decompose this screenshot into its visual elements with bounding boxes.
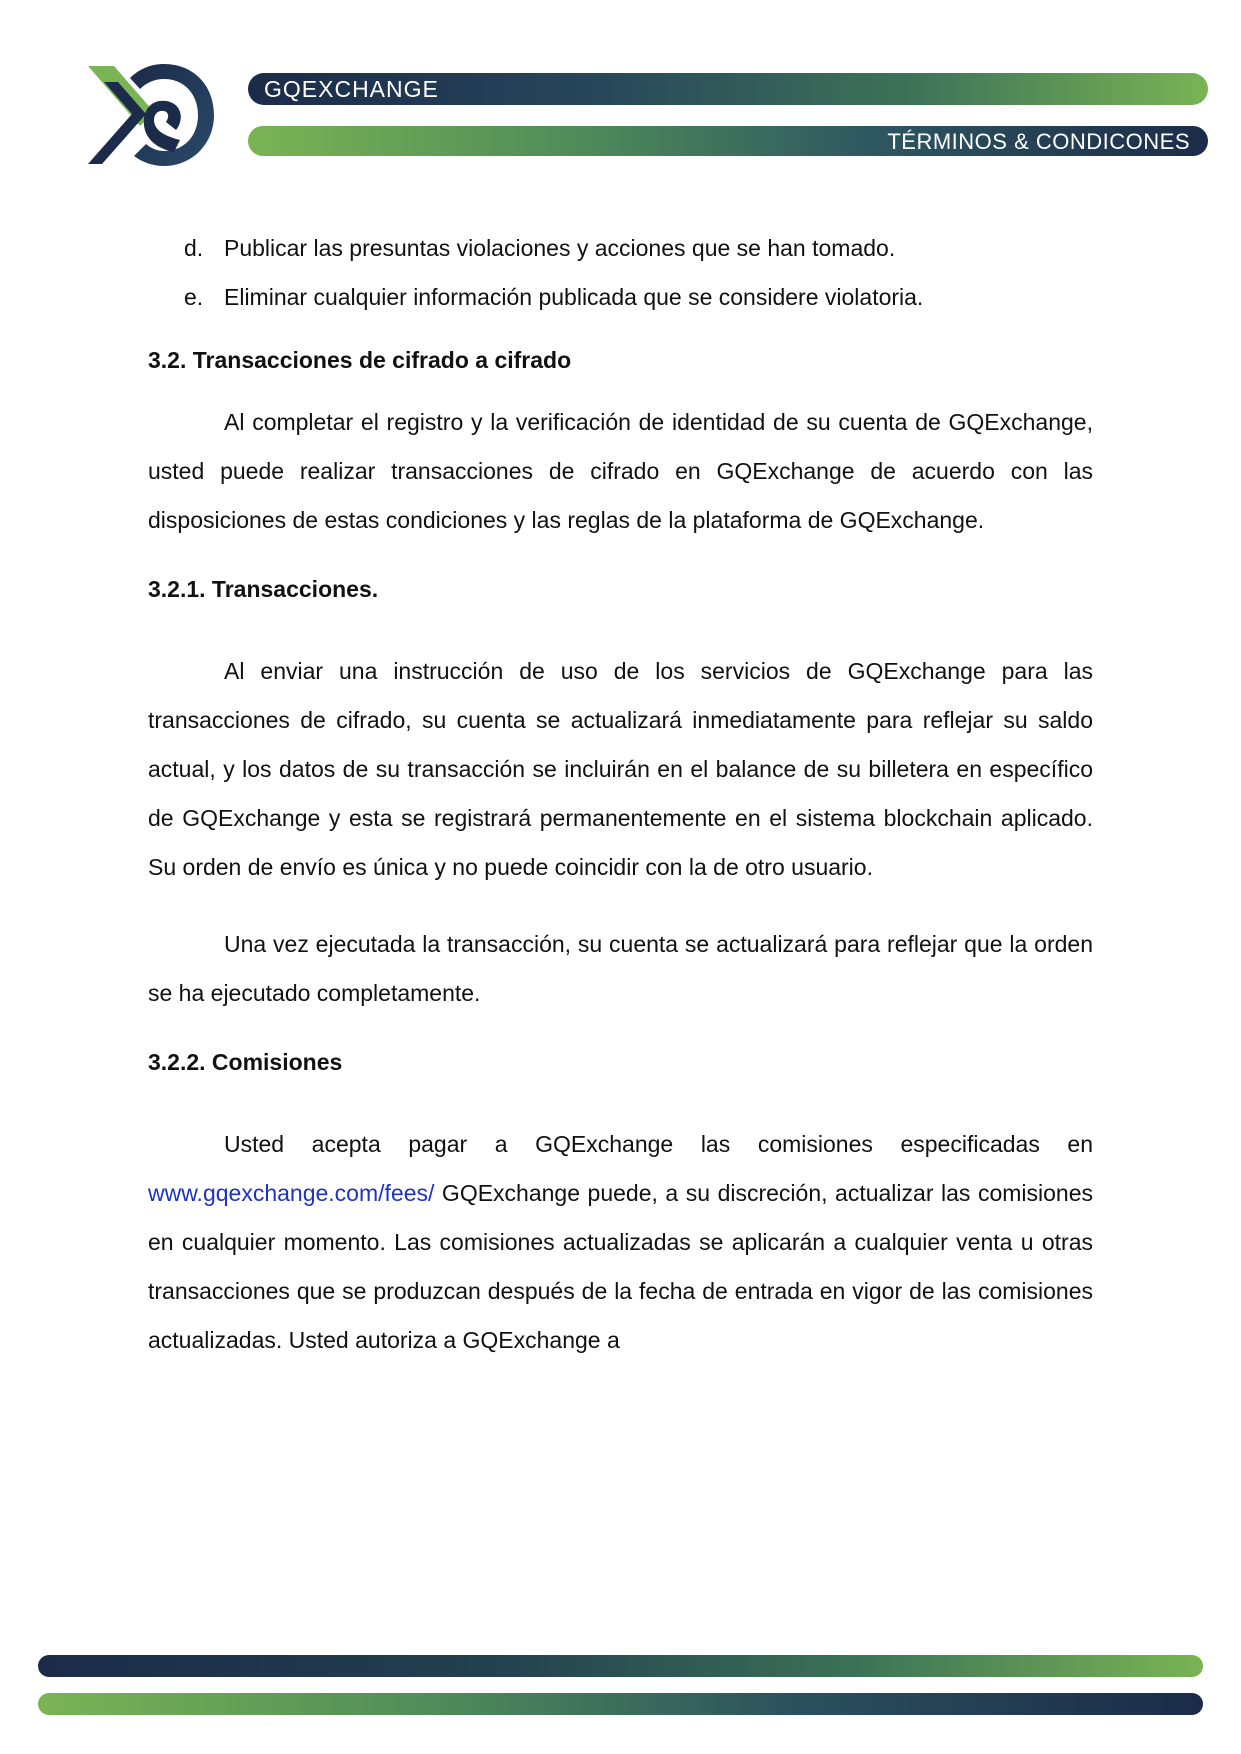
list-marker: d. bbox=[184, 235, 204, 261]
document-title: TÉRMINOS & CONDICONES bbox=[887, 129, 1190, 154]
section-3-2-2-paragraph bbox=[148, 1120, 1093, 1365]
fees-rest-text: GQExchange puede, a su discreción, actualizar las comisiones en cualquier momento. Las comisiones actualizadas se aplicarán a cualquier venta u otras transacciones que se produzcan después de la fecha de entrada en vigor de las comisiones actualizadas. Usted autoriza a GQExchange a bbox=[148, 1180, 1093, 1353]
footer-band-bottom bbox=[38, 1693, 1203, 1715]
section-3-2-1-paragraph-2: Una vez ejecutada la transacción, su cuenta se actualizará para reflejar que la orden se ha ejecutado completamente. bbox=[148, 931, 1093, 1006]
list-marker: e. bbox=[184, 284, 204, 310]
section-heading-3-2-1: 3.2.1. Transacciones. bbox=[148, 576, 379, 602]
section-heading-3-2-2: 3.2.2. Comisiones bbox=[148, 1049, 343, 1075]
fees-link[interactable]: www.gqexchange.com/fees/ bbox=[148, 1180, 435, 1206]
footer-band-top bbox=[38, 1655, 1203, 1677]
document-body bbox=[148, 230, 1093, 1365]
list-item bbox=[148, 279, 1093, 328]
section-heading-3-2: 3.2. Transacciones de cifrado a cifrado bbox=[148, 347, 572, 373]
list-item bbox=[148, 230, 1093, 279]
section-3-2-paragraph: Al completar el registro y la verificación de identidad de su cuenta de GQExchange, usted puede realizar transacciones de cifrado en GQExchange de acuerdo con las disposiciones de estas condiciones y las reglas de la plataforma de GQExchange. bbox=[148, 409, 1093, 533]
section-3-2-1-paragraph-1: Al enviar una instrucción de uso de los servicios de GQExchange para las transacciones de cifrado, su cuenta se actualizará inmediatamente para reflejar su saldo actual, y los datos de su transacción se incluirán en el balance de su billetera en específico de GQExchange y esta se registrará permanentemente en el sistema blockchain aplicado. Su orden de envío es única y no puede coincidir con la de otro usuario. bbox=[148, 658, 1093, 880]
gqexchange-logo-icon bbox=[84, 60, 216, 170]
brand-name: GQEXCHANGE bbox=[264, 76, 439, 102]
list-item-text: Eliminar cualquier información publicada que se considere violatoria. bbox=[224, 284, 924, 310]
list-item-text: Publicar las presuntas violaciones y acciones que se han tomado. bbox=[224, 235, 896, 261]
brand-logo bbox=[84, 60, 216, 170]
fees-intro-text: Usted acepta pagar a GQExchange las comisiones especificadas en bbox=[224, 1131, 1093, 1157]
header-title-band bbox=[248, 126, 1208, 156]
header-brand-band bbox=[248, 73, 1208, 105]
